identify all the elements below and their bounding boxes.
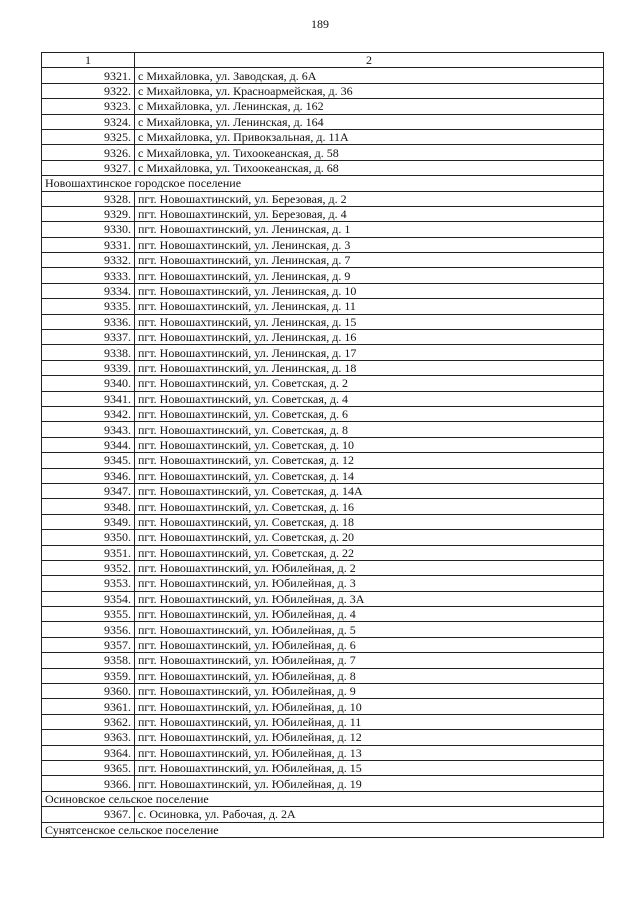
table-row	[42, 129, 604, 144]
row-address: пгт. Новошахтинский, ул. Советская, д. 6	[135, 406, 604, 421]
row-address: пгт. Новошахтинский, ул. Юбилейная, д. 13	[135, 745, 604, 760]
table-row	[42, 530, 604, 545]
section-heading: Осиновское сельское поселение	[42, 791, 604, 806]
row-address: пгт. Новошахтинский, ул. Березовая, д. 4	[135, 206, 604, 221]
row-number: 9343.	[42, 422, 135, 437]
table-row	[42, 391, 604, 406]
row-address: пгт. Новошахтинский, ул. Юбилейная, д. 8	[135, 668, 604, 683]
table-row	[42, 714, 604, 729]
row-number: 9358.	[42, 653, 135, 668]
row-address: пгт. Новошахтинский, ул. Советская, д. 2	[135, 376, 604, 391]
row-number: 9322.	[42, 83, 135, 98]
row-number: 9329.	[42, 206, 135, 221]
row-address: пгт. Новошахтинский, ул. Березовая, д. 2	[135, 191, 604, 206]
row-number: 9337.	[42, 330, 135, 345]
row-address: пгт. Новошахтинский, ул. Юбилейная, д. 11	[135, 714, 604, 729]
row-number: 9348.	[42, 499, 135, 514]
table-row	[42, 330, 604, 345]
table-row	[42, 468, 604, 483]
row-number: 9341.	[42, 391, 135, 406]
row-number: 9349.	[42, 514, 135, 529]
table-row	[42, 607, 604, 622]
row-address: с Михайловка, ул. Тихоокеанская, д. 68	[135, 160, 604, 175]
address-table	[41, 52, 604, 838]
column-header-1: 1	[42, 53, 135, 68]
row-address: пгт. Новошахтинский, ул. Советская, д. 14А	[135, 483, 604, 498]
table-row	[42, 760, 604, 775]
row-number: 9363.	[42, 730, 135, 745]
row-address: пгт. Новошахтинский, ул. Советская, д. 18	[135, 514, 604, 529]
table-row	[42, 483, 604, 498]
row-address: пгт. Новошахтинский, ул. Юбилейная, д. 9	[135, 684, 604, 699]
row-address: с Михайловка, ул. Заводская, д. 6А	[135, 68, 604, 83]
table-row	[42, 68, 604, 83]
row-number: 9333.	[42, 268, 135, 283]
table-row	[42, 99, 604, 114]
row-address: пгт. Новошахтинский, ул. Советская, д. 4	[135, 391, 604, 406]
row-number: 9347.	[42, 483, 135, 498]
row-address: пгт. Новошахтинский, ул. Юбилейная, д. 2	[135, 560, 604, 575]
row-number: 9331.	[42, 237, 135, 252]
row-number: 9355.	[42, 607, 135, 622]
row-address: пгт. Новошахтинский, ул. Ленинская, д. 9	[135, 268, 604, 283]
row-address: пгт. Новошахтинский, ул. Юбилейная, д. 5	[135, 622, 604, 637]
row-number: 9344.	[42, 437, 135, 452]
row-number: 9328.	[42, 191, 135, 206]
row-address: пгт. Новошахтинский, ул. Юбилейная, д. 4	[135, 607, 604, 622]
table-row	[42, 283, 604, 298]
table-row	[42, 637, 604, 652]
row-address: пгт. Новошахтинский, ул. Ленинская, д. 7	[135, 253, 604, 268]
row-number: 9366.	[42, 776, 135, 791]
row-number: 9367.	[42, 807, 135, 822]
row-address: пгт. Новошахтинский, ул. Юбилейная, д. 7	[135, 653, 604, 668]
row-number: 9353.	[42, 576, 135, 591]
row-address: пгт. Новошахтинский, ул. Ленинская, д. 11	[135, 299, 604, 314]
row-address: пгт. Новошахтинский, ул. Юбилейная, д. 3А	[135, 591, 604, 606]
section-row	[42, 822, 604, 837]
row-number: 9330.	[42, 222, 135, 237]
row-address: пгт. Новошахтинский, ул. Советская, д. 14	[135, 468, 604, 483]
row-number: 9326.	[42, 145, 135, 160]
table-row	[42, 576, 604, 591]
row-address: пгт. Новошахтинский, ул. Ленинская, д. 3	[135, 237, 604, 252]
row-number: 9336.	[42, 314, 135, 329]
row-address: с Михайловка, ул. Тихоокеанская, д. 58	[135, 145, 604, 160]
table-row	[42, 191, 604, 206]
row-address: пгт. Новошахтинский, ул. Советская, д. 20	[135, 530, 604, 545]
row-address: пгт. Новошахтинский, ул. Юбилейная, д. 10	[135, 699, 604, 714]
row-number: 9332.	[42, 253, 135, 268]
table-row	[42, 668, 604, 683]
table-row	[42, 560, 604, 575]
row-address: пгт. Новошахтинский, ул. Советская, д. 22	[135, 545, 604, 560]
row-address: пгт. Новошахтинский, ул. Советская, д. 12	[135, 453, 604, 468]
row-number: 9340.	[42, 376, 135, 391]
row-address: с Михайловка, ул. Красноармейская, д. 36	[135, 83, 604, 98]
row-number: 9362.	[42, 714, 135, 729]
page-number: 189	[311, 17, 329, 31]
table-row	[42, 622, 604, 637]
table-row	[42, 684, 604, 699]
table-row	[42, 237, 604, 252]
table-row	[42, 222, 604, 237]
table-row	[42, 745, 604, 760]
row-address: пгт. Новошахтинский, ул. Юбилейная, д. 3	[135, 576, 604, 591]
table-row	[42, 699, 604, 714]
row-number: 9335.	[42, 299, 135, 314]
row-address: с Михайловка, ул. Ленинская, д. 164	[135, 114, 604, 129]
row-number: 9342.	[42, 406, 135, 421]
column-header-2: 2	[135, 53, 604, 68]
row-number: 9321.	[42, 68, 135, 83]
table-row	[42, 253, 604, 268]
row-address: пгт. Новошахтинский, ул. Советская, д. 16	[135, 499, 604, 514]
section-heading: Новошахтинское городское поселение	[42, 176, 604, 191]
row-number: 9361.	[42, 699, 135, 714]
table-row	[42, 376, 604, 391]
row-address: пгт. Новошахтинский, ул. Ленинская, д. 18	[135, 360, 604, 375]
table-row	[42, 360, 604, 375]
row-number: 9352.	[42, 560, 135, 575]
table-row	[42, 730, 604, 745]
table-row	[42, 545, 604, 560]
row-address: пгт. Новошахтинский, ул. Юбилейная, д. 19	[135, 776, 604, 791]
table-row	[42, 653, 604, 668]
row-number: 9356.	[42, 622, 135, 637]
row-address: пгт. Новошахтинский, ул. Юбилейная, д. 15	[135, 760, 604, 775]
section-row	[42, 176, 604, 191]
row-number: 9345.	[42, 453, 135, 468]
row-address: пгт. Новошахтинский, ул. Ленинская, д. 16	[135, 330, 604, 345]
section-heading: Сунятсенское сельское поселение	[42, 822, 604, 837]
table-row	[42, 807, 604, 822]
row-number: 9351.	[42, 545, 135, 560]
row-number: 9338.	[42, 345, 135, 360]
row-number: 9346.	[42, 468, 135, 483]
row-address: пгт. Новошахтинский, ул. Юбилейная, д. 12	[135, 730, 604, 745]
table-row	[42, 499, 604, 514]
row-address: пгт. Новошахтинский, ул. Советская, д. 10	[135, 437, 604, 452]
table-row	[42, 422, 604, 437]
row-address: пгт. Новошахтинский, ул. Советская, д. 8	[135, 422, 604, 437]
row-number: 9354.	[42, 591, 135, 606]
table-row	[42, 145, 604, 160]
row-address: пгт. Новошахтинский, ул. Юбилейная, д. 6	[135, 637, 604, 652]
table-row	[42, 514, 604, 529]
table-header-row	[42, 53, 604, 68]
row-address: с Михайловка, ул. Ленинская, д. 162	[135, 99, 604, 114]
table-row	[42, 437, 604, 452]
table-body	[42, 68, 604, 838]
row-address: с Михайловка, ул. Привокзальная, д. 11А	[135, 129, 604, 144]
table-row	[42, 406, 604, 421]
row-number: 9327.	[42, 160, 135, 175]
row-number: 9360.	[42, 684, 135, 699]
table-row	[42, 453, 604, 468]
section-row	[42, 791, 604, 806]
row-number: 9364.	[42, 745, 135, 760]
row-number: 9339.	[42, 360, 135, 375]
row-number: 9324.	[42, 114, 135, 129]
table-row	[42, 206, 604, 221]
table-row	[42, 268, 604, 283]
row-number: 9359.	[42, 668, 135, 683]
table-row	[42, 345, 604, 360]
table-row	[42, 299, 604, 314]
row-number: 9323.	[42, 99, 135, 114]
row-number: 9334.	[42, 283, 135, 298]
row-address: пгт. Новошахтинский, ул. Ленинская, д. 17	[135, 345, 604, 360]
row-address: пгт. Новошахтинский, ул. Ленинская, д. 1	[135, 222, 604, 237]
table-row	[42, 776, 604, 791]
table-row	[42, 160, 604, 175]
table-row	[42, 591, 604, 606]
row-address: пгт. Новошахтинский, ул. Ленинская, д. 10	[135, 283, 604, 298]
table-row	[42, 314, 604, 329]
row-address: с. Осиновка, ул. Рабочая, д. 2А	[135, 807, 604, 822]
row-number: 9365.	[42, 760, 135, 775]
table-row	[42, 114, 604, 129]
table-row	[42, 83, 604, 98]
row-number: 9357.	[42, 637, 135, 652]
row-number: 9350.	[42, 530, 135, 545]
row-address: пгт. Новошахтинский, ул. Ленинская, д. 15	[135, 314, 604, 329]
row-number: 9325.	[42, 129, 135, 144]
